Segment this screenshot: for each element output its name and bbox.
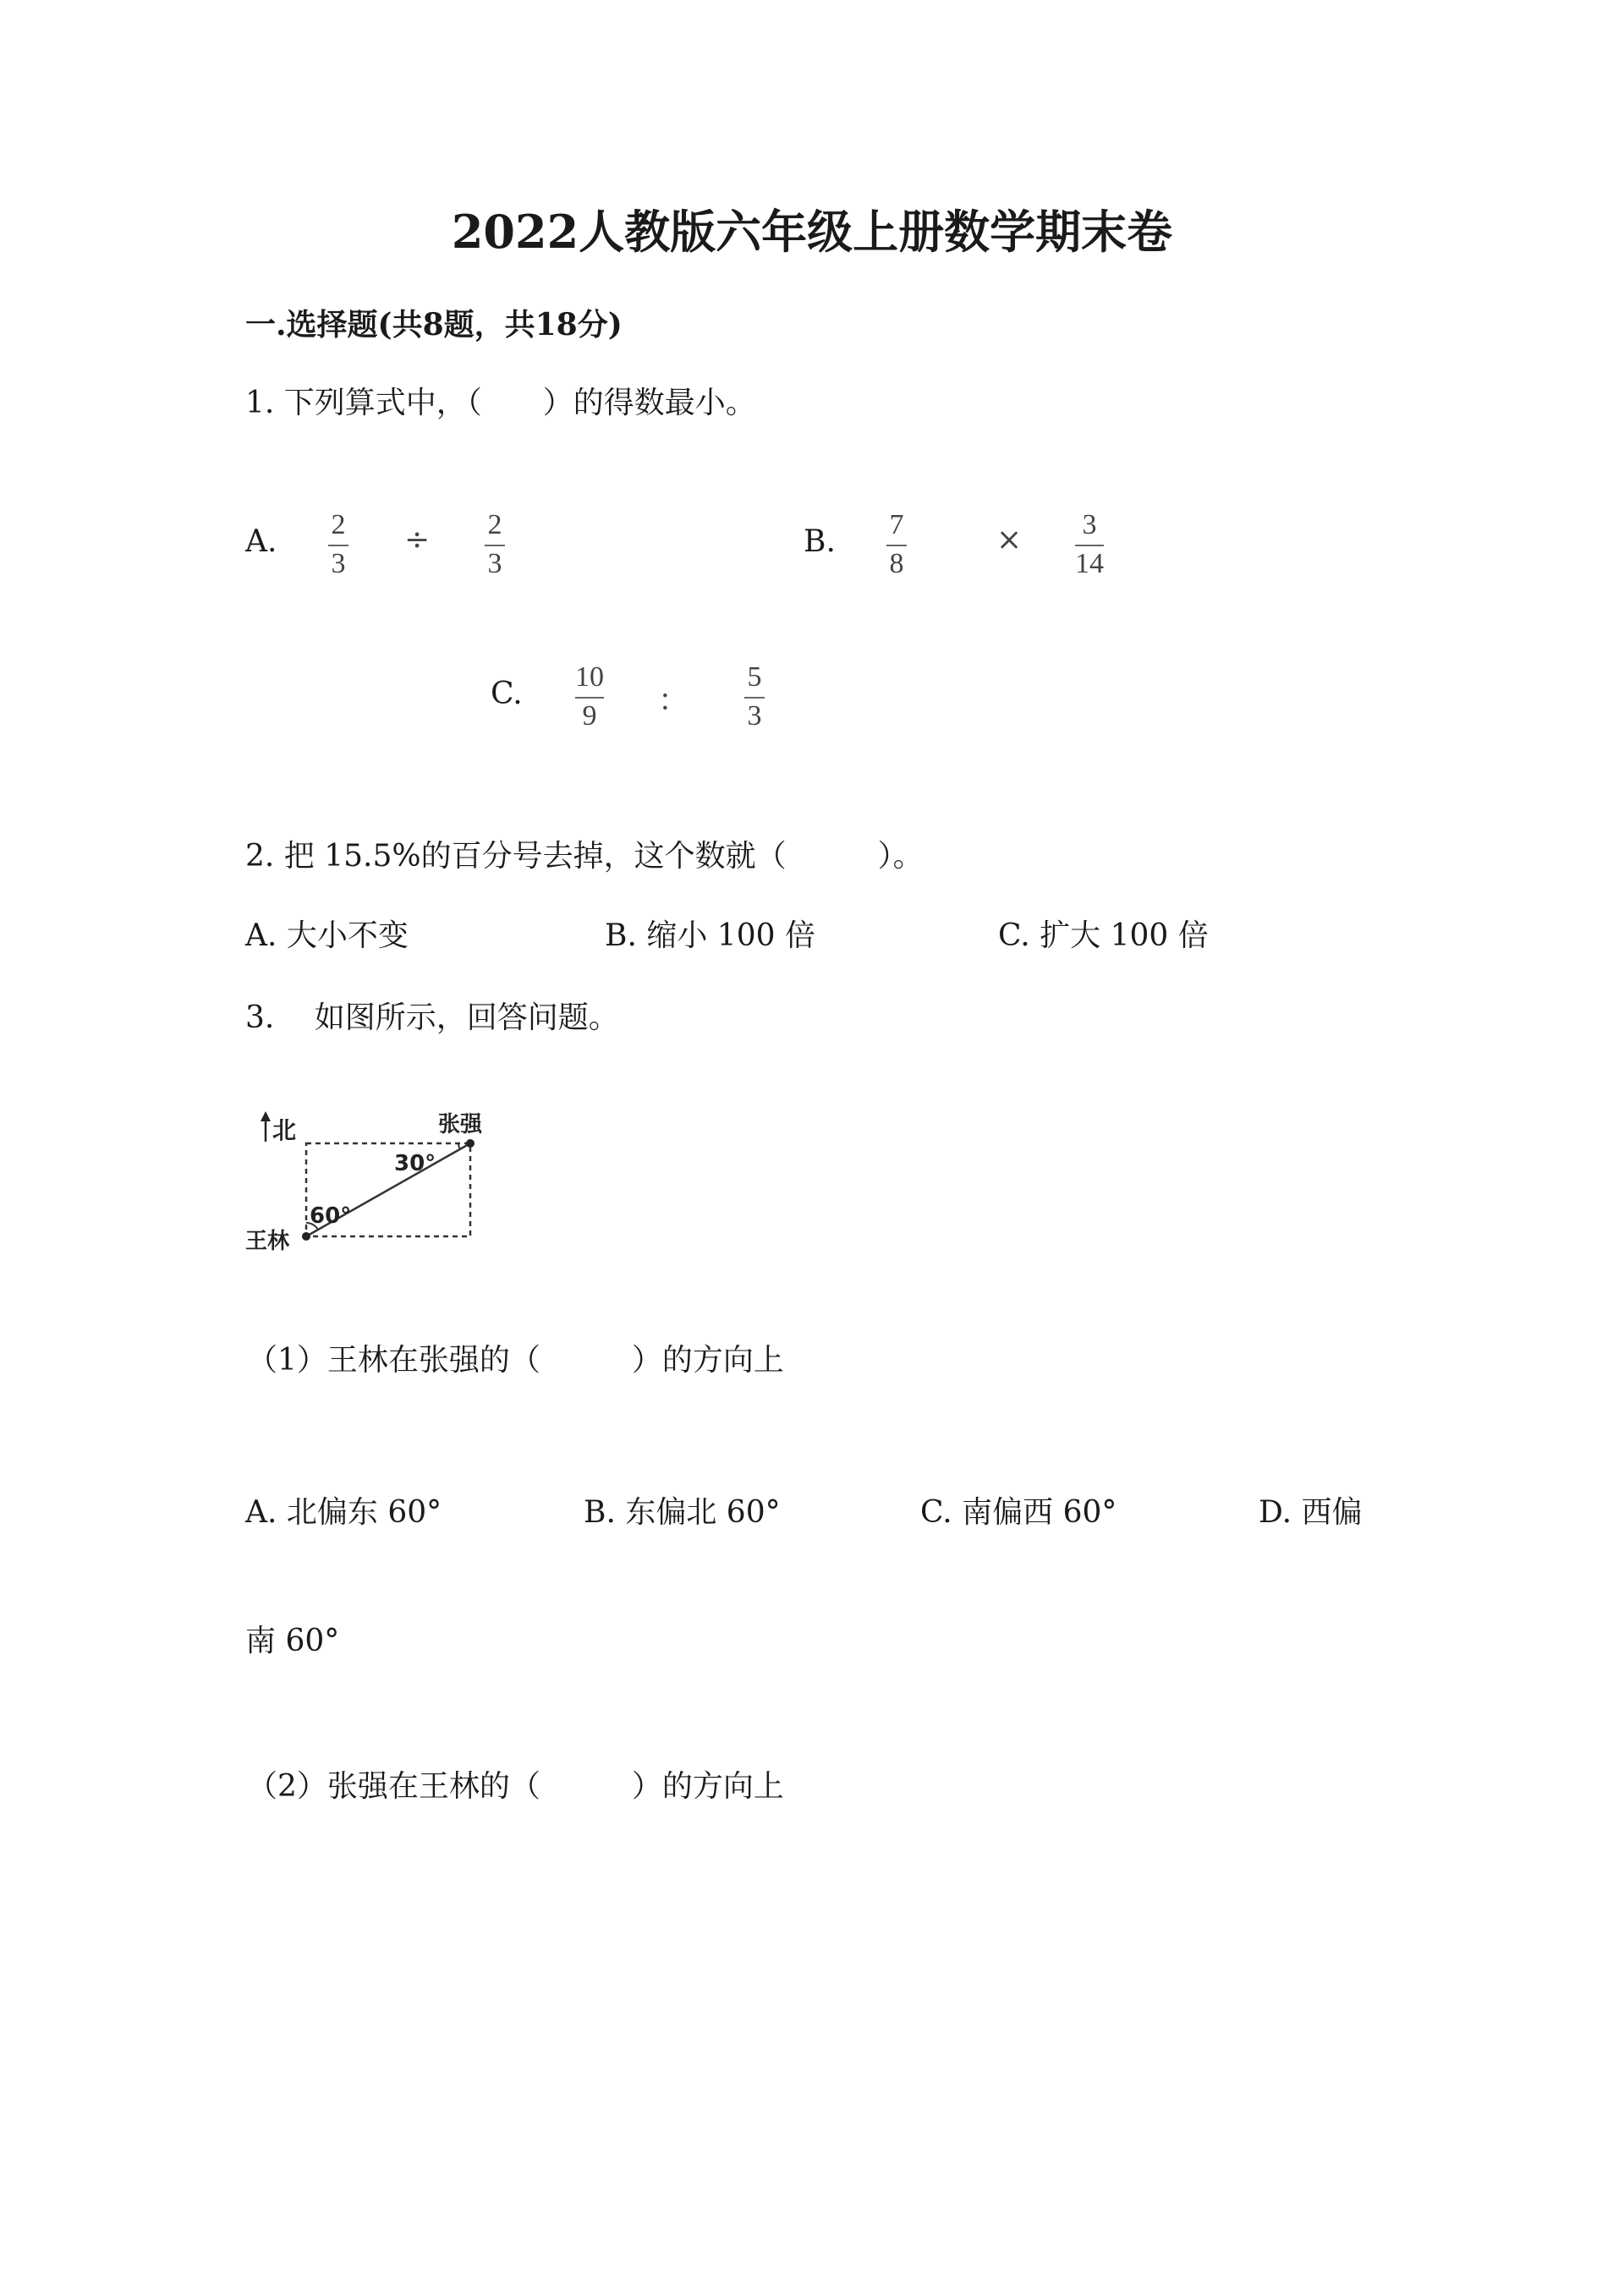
- q1-b-right-fraction: [1075, 511, 1104, 578]
- angle-30-label: 30°: [394, 1151, 436, 1176]
- direction-figure: [245, 1104, 516, 1257]
- wang-label: 王林: [245, 1229, 290, 1254]
- q3-sub1-option-b: B. 东偏北 60°: [584, 1495, 781, 1530]
- numerator: 10: [575, 661, 604, 693]
- north-arrow-icon: [261, 1111, 271, 1121]
- q3-stem: 3. 如图所示，回答问题。: [245, 1000, 619, 1035]
- q1-c-operator: ：: [658, 683, 689, 718]
- denominator: 14: [1075, 548, 1104, 579]
- numerator: 7: [889, 509, 904, 540]
- q3-sub1-option-c: C. 南偏西 60°: [920, 1495, 1117, 1530]
- q3-sub1-option-d: D. 西偏: [1259, 1495, 1363, 1530]
- q2-option-c: C. 扩大 100 倍: [998, 918, 1209, 953]
- direction-diagram: [245, 1104, 516, 1257]
- angle-60-label: 60°: [310, 1203, 352, 1229]
- q1-option-c-label: C.: [491, 677, 523, 711]
- q1-a-operator: ÷: [404, 523, 431, 557]
- q1-stem: 1. 下列算式中，（ ）的得数最小。: [245, 386, 756, 420]
- north-label: 北: [272, 1116, 297, 1144]
- denominator: 3: [487, 548, 502, 579]
- page-title: 2022人教版六年级上册数学期末卷: [451, 205, 1173, 259]
- q1-option-b-label: B.: [804, 524, 836, 559]
- zhang-point: [466, 1139, 475, 1148]
- q1-c-left-fraction: [575, 663, 604, 731]
- q1-a-left-fraction: [328, 511, 348, 578]
- q2-option-a: A. 大小不变: [245, 918, 409, 953]
- numerator: 3: [1082, 509, 1097, 540]
- q1-b-left-fraction: [886, 511, 907, 578]
- numerator: 5: [747, 661, 762, 693]
- q1-option-a-label: A.: [245, 524, 277, 559]
- wang-point: [302, 1232, 310, 1241]
- denominator: 8: [889, 548, 904, 579]
- zhang-label: 张强: [438, 1112, 483, 1137]
- q3-sub1-option-d-wrap: 南 60°: [245, 1624, 340, 1658]
- denominator: 3: [331, 548, 346, 579]
- denominator: 9: [582, 700, 597, 732]
- numerator: 2: [331, 509, 346, 540]
- q2-stem: 2. 把 15.5%的百分号去掉，这个数就（ ）。: [245, 839, 924, 874]
- numerator: 2: [487, 509, 502, 540]
- q1-a-right-fraction: [485, 511, 505, 578]
- q3-sub1-stem: （1）王林在张强的（ ）的方向上: [247, 1343, 784, 1378]
- section-heading: 一.选择题(共8题，共18分): [245, 307, 623, 342]
- q2-option-b: B. 缩小 100 倍: [605, 918, 815, 953]
- q1-b-operator: ×: [996, 523, 1023, 557]
- q3-sub2-stem: （2）张强在王林的（ ）的方向上: [247, 1769, 784, 1804]
- denominator: 3: [747, 700, 762, 732]
- q3-sub1-option-a: A. 北偏东 60°: [245, 1495, 442, 1530]
- q1-c-right-fraction: [744, 663, 765, 731]
